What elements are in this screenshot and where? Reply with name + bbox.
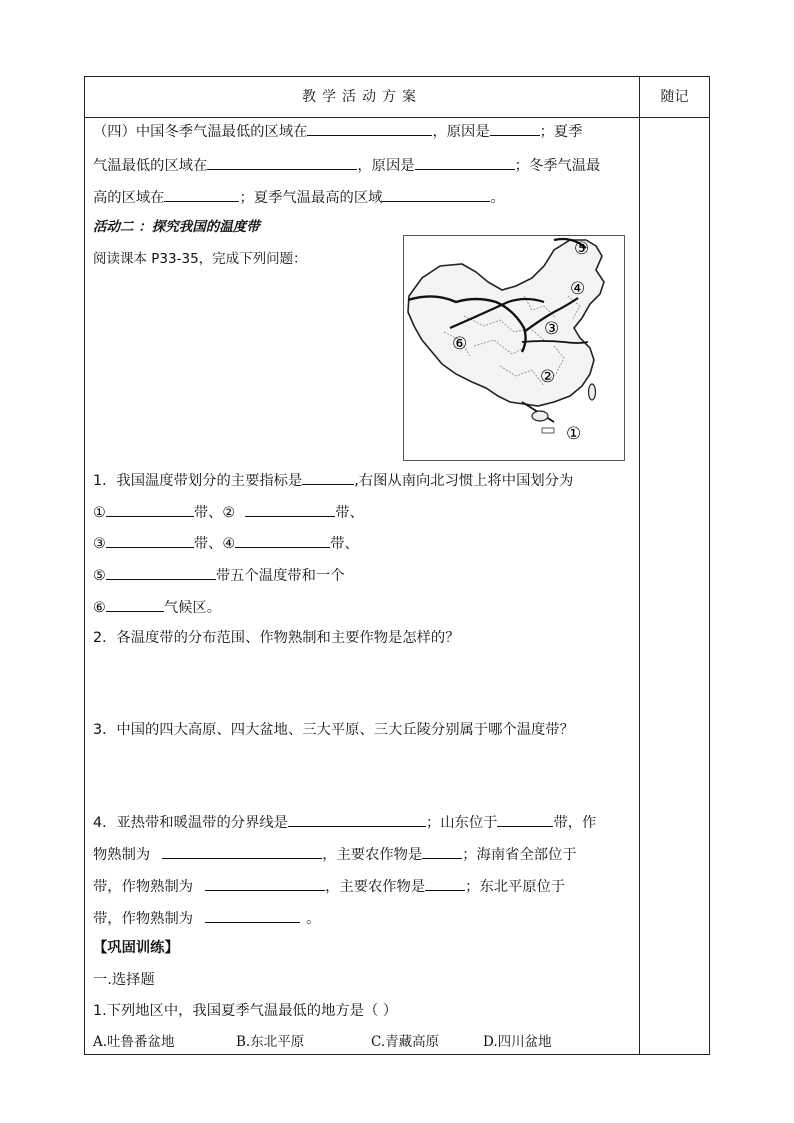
blank[interactable] bbox=[106, 565, 216, 580]
option-d[interactable]: D.四川盆地 bbox=[483, 1034, 552, 1050]
text: ⑥ bbox=[93, 600, 106, 616]
china-outline bbox=[408, 240, 604, 406]
text: ；夏季气温最高的区域 bbox=[239, 190, 383, 206]
text: 带，作 bbox=[553, 815, 597, 831]
text: ⑤ bbox=[93, 568, 106, 584]
blank[interactable] bbox=[207, 155, 357, 170]
text: ，主要农作物是 bbox=[325, 879, 426, 895]
zone-label-2: ② bbox=[540, 367, 556, 387]
question-4-line-4 bbox=[93, 908, 320, 928]
header-notes-column: 随记 bbox=[660, 89, 689, 105]
question-2: 2．各温度带的分布范围、作物熟制和主要作物是怎样的？ bbox=[93, 630, 460, 646]
zone-label-6: ⑥ bbox=[452, 334, 468, 354]
text: 。 bbox=[490, 190, 505, 206]
text: 物熟制为 bbox=[93, 847, 151, 863]
option-c[interactable]: C.青藏高原 bbox=[371, 1034, 440, 1050]
text: ，原因是 bbox=[432, 124, 490, 140]
blank[interactable] bbox=[497, 812, 553, 827]
blank[interactable] bbox=[382, 187, 490, 202]
practice-section: 一.选择题 bbox=[93, 972, 155, 988]
text: 4．亚热带和暖温带的分界线是 bbox=[93, 815, 288, 831]
text: 带，作物熟制为 bbox=[93, 879, 194, 895]
blank[interactable] bbox=[307, 121, 432, 136]
text: ；山东位于 bbox=[425, 815, 498, 831]
blank[interactable] bbox=[415, 155, 515, 170]
blank[interactable] bbox=[164, 187, 239, 202]
question-1-row-4 bbox=[93, 597, 221, 617]
question-1-row-3 bbox=[93, 565, 345, 585]
text: 。 bbox=[306, 911, 321, 927]
blank[interactable] bbox=[106, 597, 164, 612]
south-sea-islands bbox=[542, 428, 554, 433]
column-divider bbox=[639, 77, 640, 1054]
practice-question-1: 1.下列地区中，我国夏季气温最低的地方是（ ） bbox=[93, 1003, 398, 1019]
q4-line-1 bbox=[93, 121, 583, 141]
blank[interactable] bbox=[245, 502, 335, 517]
activity2-reading: 阅读课本 P33-35，完成下列问题： bbox=[93, 251, 307, 267]
blank[interactable] bbox=[205, 908, 300, 923]
question-1 bbox=[93, 470, 573, 490]
text: 带，作物熟制为 bbox=[93, 911, 194, 927]
blank[interactable] bbox=[106, 502, 194, 517]
text: 带、② bbox=[193, 505, 236, 521]
text: （四）中国冬季气温最低的区域在 bbox=[93, 124, 308, 140]
activity2-title: 活动二 ：探究我国的温度带 bbox=[93, 219, 260, 235]
table-header bbox=[85, 77, 709, 118]
zone-label-3: ③ bbox=[544, 319, 560, 339]
text: ,右图从南向北习惯上将中国划分为 bbox=[354, 473, 574, 489]
question-1-row-2 bbox=[93, 533, 359, 553]
question-3: 3．中国的四大高原、四大盆地、三大平原、三大丘陵分别属于哪个温度带？ bbox=[93, 722, 574, 738]
blank[interactable] bbox=[205, 876, 325, 891]
text: ③ bbox=[93, 536, 106, 552]
taiwan-island bbox=[589, 384, 596, 400]
text: ，主要农作物是 bbox=[322, 847, 423, 863]
option-b[interactable]: B.东北平原 bbox=[236, 1034, 305, 1050]
text: ；夏季 bbox=[539, 124, 583, 140]
question-1-row-1 bbox=[93, 502, 364, 522]
text: 气候区。 bbox=[163, 600, 222, 616]
text: ① bbox=[93, 505, 106, 521]
hainan-island bbox=[532, 411, 548, 421]
text: ；冬季气温最 bbox=[514, 158, 601, 174]
text: 带、④ bbox=[193, 536, 236, 552]
zone-label-1: ① bbox=[566, 424, 582, 444]
practice-options bbox=[93, 1033, 552, 1051]
text: 带五个温度带和一个 bbox=[215, 568, 345, 584]
text: ；东北平原位于 bbox=[465, 879, 566, 895]
q4-line-3 bbox=[93, 187, 505, 207]
china-map-svg bbox=[404, 236, 624, 460]
text: ；海南省全部位于 bbox=[462, 847, 577, 863]
q4-line-2 bbox=[93, 155, 600, 175]
blank[interactable] bbox=[288, 812, 426, 827]
blank[interactable] bbox=[425, 876, 465, 891]
zone-label-4: ④ bbox=[570, 279, 586, 299]
blank[interactable] bbox=[302, 470, 354, 485]
option-a[interactable]: A.吐鲁番盆地 bbox=[93, 1034, 175, 1050]
question-4-line-2 bbox=[93, 844, 577, 864]
blank[interactable] bbox=[235, 533, 330, 548]
blank[interactable] bbox=[106, 533, 194, 548]
blank[interactable] bbox=[162, 844, 322, 859]
temperature-zone-map bbox=[403, 235, 625, 461]
blank[interactable] bbox=[490, 121, 540, 136]
text: 带、 bbox=[330, 536, 359, 552]
header-title: 教学活动方案 bbox=[302, 89, 422, 105]
question-4-line-1 bbox=[93, 812, 596, 832]
blank[interactable] bbox=[422, 844, 462, 859]
question-4-line-3 bbox=[93, 876, 565, 896]
activity-plan-table bbox=[84, 76, 710, 1055]
text: 带、 bbox=[335, 505, 364, 521]
zone-label-5: ⑤ bbox=[574, 239, 590, 259]
text: ，原因是 bbox=[357, 158, 415, 174]
practice-title: 【巩固训练】 bbox=[93, 940, 179, 956]
text: 气温最低的区域在 bbox=[93, 158, 208, 174]
text: 高的区域在 bbox=[93, 190, 165, 206]
text: 1．我国温度带划分的主要指标是 bbox=[93, 473, 303, 489]
